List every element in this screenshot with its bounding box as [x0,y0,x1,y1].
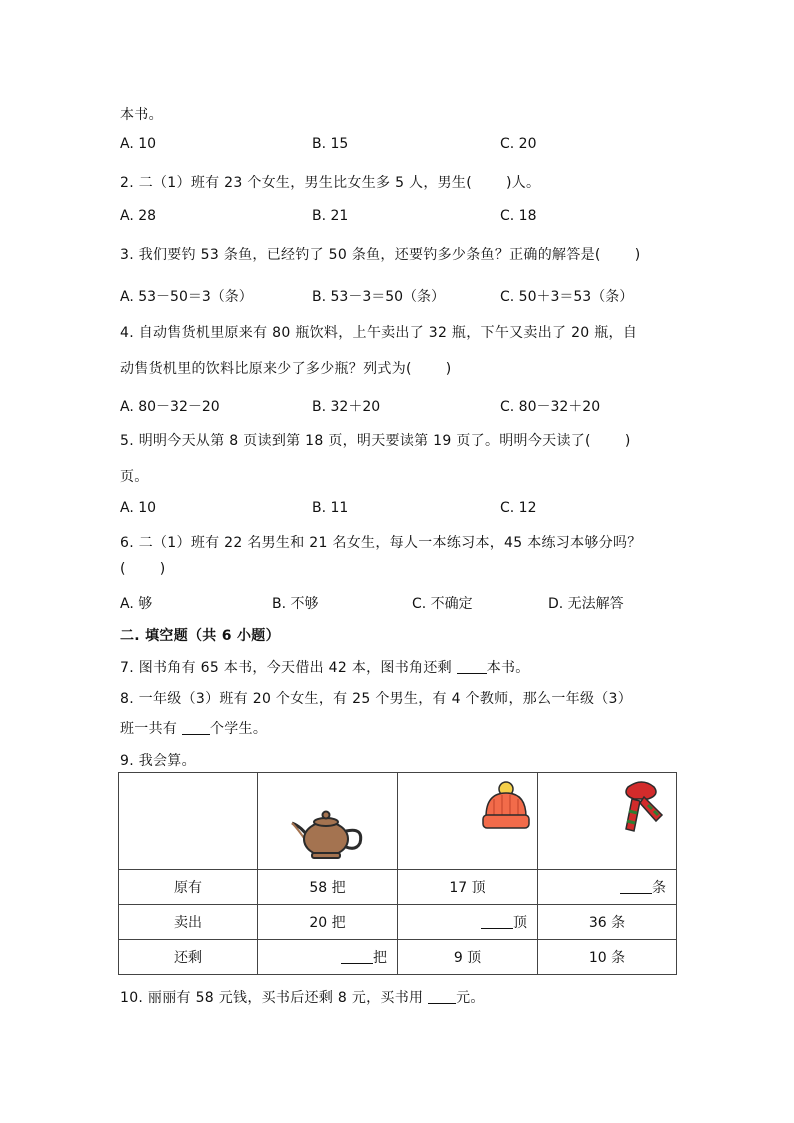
question-3-after: ) [634,247,641,263]
q5-option-a[interactable]: A. 10 [120,500,157,516]
q1-tail: 本书。 [120,107,163,123]
question-7-after: 本书。 [486,660,530,676]
question-10 [120,987,485,1007]
q8-answer-blank[interactable] [182,720,210,735]
question-8-line2 [120,718,267,738]
q9-unit: 条 [652,880,666,896]
q1-option-c[interactable]: C. 20 [500,136,537,152]
knit-hat-icon [480,781,532,831]
q2-option-a[interactable]: A. 28 [120,208,157,224]
question-5-line2: 页。 [120,469,149,485]
q9-cell: 58 把 [258,870,398,905]
q1-option-b[interactable]: B. 15 [312,136,349,152]
q3-option-a[interactable]: A. 53－50＝3（条） [120,289,253,305]
question-3-text: 3. 我们要钓 53 条鱼，已经钓了 50 条鱼，还要钓多少条鱼？正确的解答是( [120,247,601,263]
q9-cell-blank[interactable] [258,940,398,975]
q6-option-a[interactable]: A. 够 [120,596,153,612]
question-5-text: 5. 明明今天从第 8 页读到第 18 页，明天要读第 19 页了。明明今天读了( [120,433,591,449]
question-6-close: ) [159,561,166,577]
q4-option-b[interactable]: B. 32＋20 [312,399,381,415]
q9-cell: 10 条 [538,940,677,975]
question-8-after: 个学生。 [209,721,268,737]
question-5-line1 [120,430,631,450]
question-6-open: ( [120,561,126,577]
question-7 [120,657,530,677]
q9-row-label-remaining: 还剩 [119,940,258,975]
q9-item-scarf [538,773,677,870]
q6-option-c[interactable]: C. 不确定 [412,596,473,612]
q9-cell-blank[interactable] [538,870,677,905]
teapot-icon [288,801,368,861]
q9-answer-blank[interactable] [341,949,373,964]
question-8-line1: 8. 一年级（3）班有 20 个女生，有 25 个男生，有 4 个教师，那么一年级（3） [120,691,633,707]
question-6-line2 [120,561,166,577]
q5-option-c[interactable]: C. 12 [500,500,537,516]
question-10-text: 10. 丽丽有 58 元钱，买书后还剩 8 元，买书用 [120,990,429,1006]
q9-unit: 顶 [513,915,527,931]
q9-table [118,772,677,975]
q4-option-c[interactable]: C. 80－32＋20 [500,399,601,415]
q4-option-a[interactable]: A. 80－32－20 [120,399,220,415]
q3-option-b[interactable]: B. 53－3＝50（条） [312,289,446,305]
question-3 [120,244,640,264]
q9-cell: 20 把 [258,905,398,940]
q2-option-b[interactable]: B. 21 [312,208,349,224]
question-8-line2-text: 班一共有 [120,721,182,737]
q7-answer-blank[interactable] [457,659,487,674]
question-2-text: 2. 二（1）班有 23 个女生，男生比女生多 5 人，男生( [120,175,472,191]
q2-option-c[interactable]: C. 18 [500,208,537,224]
question-4-line2 [120,358,452,378]
question-10-after: 元。 [456,990,485,1006]
q5-option-b[interactable]: B. 11 [312,500,349,516]
q9-unit: 把 [373,950,387,966]
q9-header-blank [119,773,258,870]
question-4-after: ) [445,361,452,377]
question-9-title: 9. 我会算。 [120,753,196,769]
q9-cell: 9 顶 [398,940,538,975]
q1-option-a[interactable]: A. 10 [120,136,157,152]
q9-item-teapot [258,773,398,870]
q9-cell-blank[interactable] [398,905,538,940]
question-6-line1: 6. 二（1）班有 22 名男生和 21 名女生，每人一本练习本，45 本练习本够分吗？ [120,535,642,551]
question-4-line2-text: 动售货机里的饮料比原来少了多少瓶？列式为( [120,361,412,377]
section-2-heading: 二. 填空题（共 6 小题） [120,628,280,644]
question-7-text: 7. 图书角有 65 本书，今天借出 42 本，图书角还剩 [120,660,457,676]
q10-answer-blank[interactable] [428,989,456,1004]
question-2 [120,172,540,192]
question-2-after: )人。 [506,175,541,191]
q9-answer-blank[interactable] [620,879,652,894]
question-4-line1: 4. 自动售货机里原来有 80 瓶饮料，上午卖出了 32 瓶，下午又卖出了 20 瓶，自 [120,325,638,341]
q6-option-b[interactable]: B. 不够 [272,596,319,612]
q9-cell: 36 条 [538,905,677,940]
q3-option-c[interactable]: C. 50＋3＝53（条） [500,289,634,305]
q6-option-d[interactable]: D. 无法解答 [548,596,624,612]
scarf-icon [614,777,668,835]
question-5-after: ) [624,433,631,449]
q9-row-label-original: 原有 [119,870,258,905]
q9-row-label-sold: 卖出 [119,905,258,940]
q9-cell: 17 顶 [398,870,538,905]
q9-answer-blank[interactable] [481,914,513,929]
q9-item-hat [398,773,538,870]
